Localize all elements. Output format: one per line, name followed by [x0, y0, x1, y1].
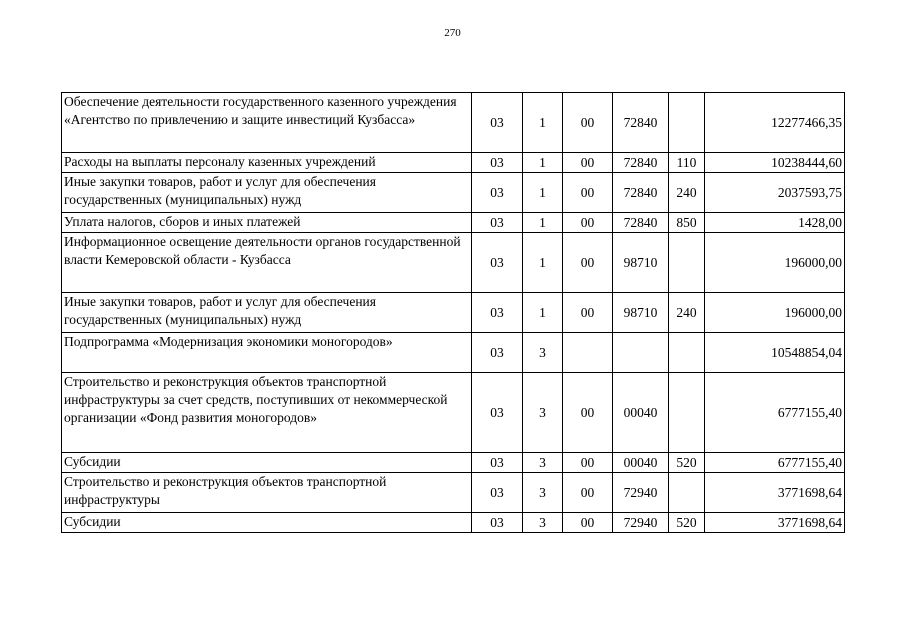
expense-type-cell	[669, 333, 705, 373]
program-code-cell: 1	[523, 153, 563, 173]
table-row	[62, 333, 845, 373]
section-code-cell: 03	[472, 233, 523, 293]
subprogram-code-cell: 00	[563, 153, 613, 173]
table-row	[62, 293, 845, 333]
table-row	[62, 473, 845, 513]
row-name-cell: Иные закупки товаров, работ и услуг для обеспечения государственных (муниципальных) нужд	[62, 293, 472, 333]
subprogram-code-cell: 00	[563, 453, 613, 473]
subprogram-code-cell: 00	[563, 373, 613, 453]
direction-code-cell: 72940	[613, 473, 669, 513]
amount-cell: 3771698,64	[705, 513, 845, 533]
expense-type-cell: 850	[669, 213, 705, 233]
expense-type-cell: 240	[669, 173, 705, 213]
row-name-cell: Строительство и реконструкция объектов транспортной инфраструктуры за счет средств, поступивших от некоммерческой организации «Фонд развития моногородов»	[62, 373, 472, 453]
row-name-cell: Субсидии	[62, 513, 472, 533]
program-code-cell: 3	[523, 373, 563, 453]
subprogram-code-cell: 00	[563, 293, 613, 333]
table-row	[62, 213, 845, 233]
program-code-cell: 1	[523, 173, 563, 213]
program-code-cell: 3	[523, 473, 563, 513]
program-code-cell: 1	[523, 293, 563, 333]
direction-code-cell: 72840	[613, 173, 669, 213]
page-number: 270	[444, 27, 461, 39]
table-row	[62, 153, 845, 173]
direction-code-cell: 72840	[613, 213, 669, 233]
direction-code-cell: 72940	[613, 513, 669, 533]
section-code-cell: 03	[472, 293, 523, 333]
direction-code-cell: 98710	[613, 293, 669, 333]
program-code-cell: 1	[523, 233, 563, 293]
table-row	[62, 373, 845, 453]
amount-cell: 6777155,40	[705, 453, 845, 473]
subprogram-code-cell: 00	[563, 213, 613, 233]
subprogram-code-cell: 00	[563, 233, 613, 293]
amount-cell: 1428,00	[705, 213, 845, 233]
section-code-cell: 03	[472, 93, 523, 153]
section-code-cell: 03	[472, 173, 523, 213]
amount-cell: 196000,00	[705, 293, 845, 333]
direction-code-cell: 00040	[613, 453, 669, 473]
section-code-cell: 03	[472, 213, 523, 233]
amount-cell: 6777155,40	[705, 373, 845, 453]
program-code-cell: 1	[523, 213, 563, 233]
row-name-cell: Информационное освещение деятельности органов государственной власти Кемеровской области - Кузбасса	[62, 233, 472, 293]
section-code-cell: 03	[472, 333, 523, 373]
row-name-cell: Субсидии	[62, 453, 472, 473]
table-row	[62, 173, 845, 213]
section-code-cell: 03	[472, 373, 523, 453]
direction-code-cell: 98710	[613, 233, 669, 293]
subprogram-code-cell: 00	[563, 93, 613, 153]
expense-type-cell	[669, 233, 705, 293]
program-code-cell: 3	[523, 453, 563, 473]
direction-code-cell: 72840	[613, 93, 669, 153]
direction-code-cell: 72840	[613, 153, 669, 173]
amount-cell: 10238444,60	[705, 153, 845, 173]
direction-code-cell: 00040	[613, 373, 669, 453]
row-name-cell: Расходы на выплаты персоналу казенных учреждений	[62, 153, 472, 173]
expense-type-cell	[669, 373, 705, 453]
subprogram-code-cell: 00	[563, 473, 613, 513]
amount-cell: 196000,00	[705, 233, 845, 293]
expense-type-cell: 520	[669, 453, 705, 473]
expense-type-cell: 520	[669, 513, 705, 533]
program-code-cell: 1	[523, 93, 563, 153]
subprogram-code-cell: 00	[563, 513, 613, 533]
section-code-cell: 03	[472, 473, 523, 513]
row-name-cell: Строительство и реконструкция объектов транспортной инфраструктуры	[62, 473, 472, 513]
amount-cell: 2037593,75	[705, 173, 845, 213]
table-row	[62, 453, 845, 473]
table-row	[62, 233, 845, 293]
expense-type-cell: 110	[669, 153, 705, 173]
program-code-cell: 3	[523, 513, 563, 533]
budget-table	[61, 92, 845, 533]
subprogram-code-cell	[563, 333, 613, 373]
section-code-cell: 03	[472, 153, 523, 173]
table-row	[62, 93, 845, 153]
amount-cell: 3771698,64	[705, 473, 845, 513]
row-name-cell: Обеспечение деятельности государственного казенного учреждения «Агентство по привлечению и защите инвестиций Кузбасса»	[62, 93, 472, 153]
expense-type-cell	[669, 93, 705, 153]
expense-type-cell: 240	[669, 293, 705, 333]
table-row	[62, 513, 845, 533]
section-code-cell: 03	[472, 513, 523, 533]
program-code-cell: 3	[523, 333, 563, 373]
row-name-cell: Подпрограмма «Модернизация экономики моногородов»	[62, 333, 472, 373]
row-name-cell: Уплата налогов, сборов и иных платежей	[62, 213, 472, 233]
amount-cell: 10548854,04	[705, 333, 845, 373]
amount-cell: 12277466,35	[705, 93, 845, 153]
budget-table-body	[62, 93, 845, 533]
subprogram-code-cell: 00	[563, 173, 613, 213]
expense-type-cell	[669, 473, 705, 513]
section-code-cell: 03	[472, 453, 523, 473]
direction-code-cell	[613, 333, 669, 373]
row-name-cell: Иные закупки товаров, работ и услуг для обеспечения государственных (муниципальных) нужд	[62, 173, 472, 213]
